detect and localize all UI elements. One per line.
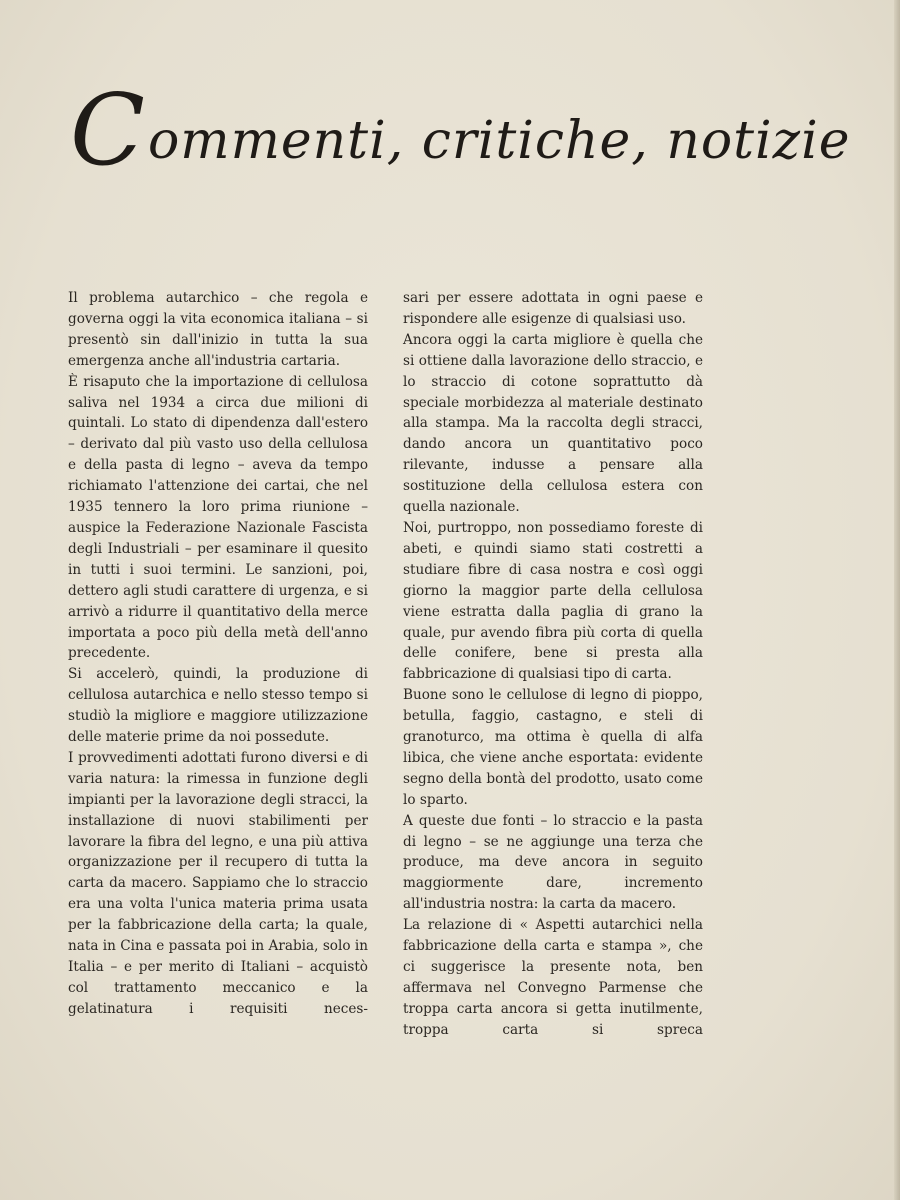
paragraph: Il problema autarchico – che regola e governa oggi la vita economica italiana – si presentò sin dall'inizio in tutta la sua emergenza anche all'industria cartaria.	[68, 290, 368, 369]
left-column	[68, 288, 368, 1020]
page-edge	[894, 0, 900, 1200]
paragraph: La relazione di « Aspetti autarchici nella fabbricazione della carta e stampa », che ci suggerisce la presente nota, ben affermava nel Convegno Parmense che troppa carta ancora si getta inutilmente, troppa carta si spreca	[403, 917, 703, 1038]
paragraph: Si accelerò, quindi, la produzione di cellulosa autarchica e nello stesso tempo si studiò la migliore e maggiore utilizzazione delle materie prime da noi possedute.	[68, 666, 368, 746]
paragraph: È risaputo che la importazione di cellulosa saliva nel 1934 a circa due milioni di quintali. Lo stato di dipendenza dall'estero – derivato dal più vasto uso della cellulosa e della pasta di legno – aveva da tempo richiamato l'attenzione dei cartai, che nel 1935 tennero la loro prima riunione – auspice la Federazione Nazionale Fascista degli Industriali – per esaminare il quesito in tutti i suoi termini. Le sanzioni, poi, dettero agli studi carattere di urgenza, e si arrivò a ridurre il quantitativo della merce importata a poco più della metà dell'anno precedente.	[68, 373, 368, 662]
right-column	[403, 288, 703, 1041]
paragraph: Noi, purtroppo, non possediamo foreste di abeti, e quindi siamo stati costretti a studiare fibre di casa nostra e così oggi giorno la maggior parte della cellulosa viene estratta dalla paglia di grano la quale, pur avendo fibra più corta di quella delle conifere, bene si presta alla fabbricazione di qualsiasi tipo di carta.	[403, 519, 703, 683]
title-rest: ommenti, critiche, notizie	[147, 111, 851, 171]
page-title	[70, 74, 851, 188]
title-initial: C	[70, 74, 146, 188]
paragraph: I provvedimenti adottati furono diversi e di varia natura: la rimessa in funzione degli impianti per la lavorazione degli stracci, la installazione di nuovi stabilimenti per lavorare la fibra del legno, e una più attiva organizzazione per il recupero di tutta la carta da macero. Sappiamo che lo straccio era una volta l'unica materia prima usata per la fabbricazione della carta; la quale, nata in Cina e passata poi in Arabia, solo in Italia – e per merito di Italiani – acquistò col trattamento meccanico e la gelatinatura i requisiti neces-	[68, 749, 368, 1017]
paragraph: Ancora oggi la carta migliore è quella che si ottiene dalla lavorazione dello straccio, e lo straccio di cotone soprattutto dà speciale morbidezza al materiale destinato alla stampa. Ma la raccolta degli stracci, dando ancora un quantitativo poco rilevante, indusse a pensare alla sostituzione della cellulosa estera con quella nazionale.	[403, 331, 703, 516]
paragraph: A queste due fonti – lo straccio e la pasta di legno – se ne aggiunge una terza che produce, ma deve ancora in seguito maggiormente dare, incremento all'industria nostra: la carta da macero.	[403, 812, 703, 913]
paragraph: sari per essere adottata in ogni paese e rispondere alle esigenze di qualsiasi uso.	[403, 290, 703, 327]
paragraph: Buone sono le cellulose di legno di pioppo, betulla, faggio, castagno, e steli di granoturco, ma ottima è quella di alfa libica, che viene anche esportata: evidente segno della bontà del prodotto, usato come lo sparto.	[403, 687, 703, 808]
